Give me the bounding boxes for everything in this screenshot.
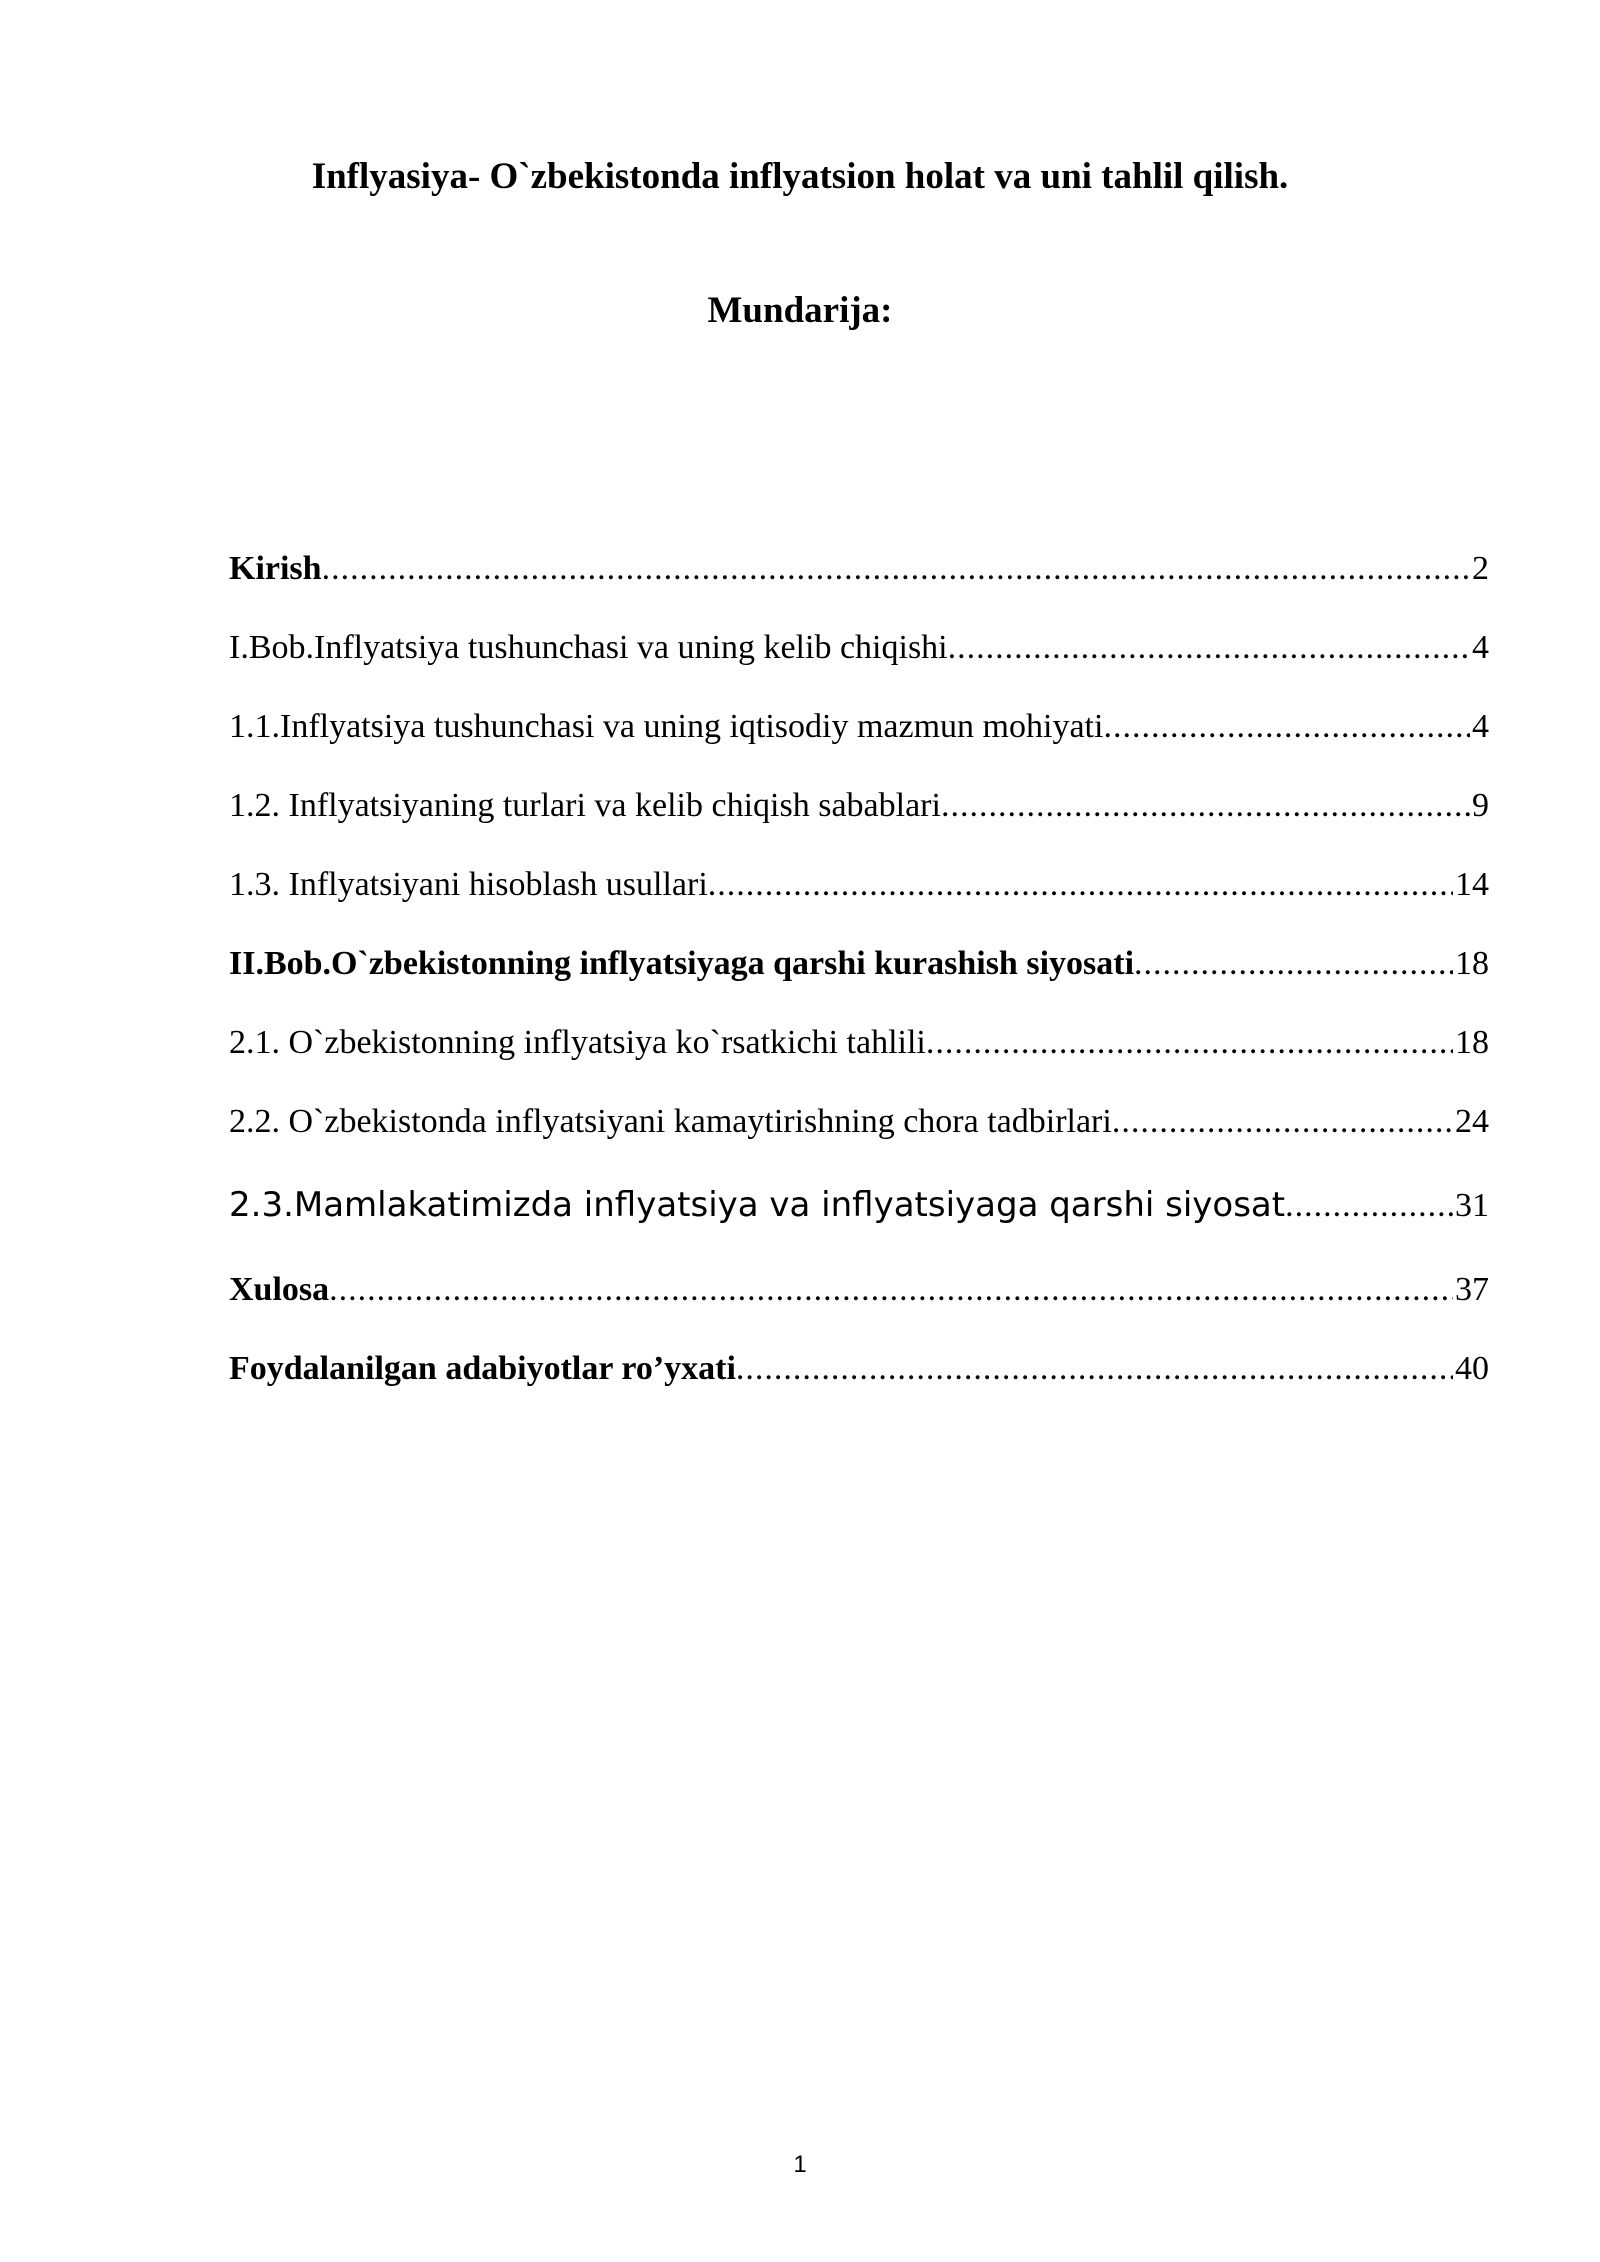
toc-entry-page: 4 (1472, 708, 1489, 745)
toc-entry-page: 24 (1455, 1103, 1489, 1140)
toc-entry-title: 1.3. Inflyatsiyani hisoblash usullari (229, 866, 708, 903)
toc-dot-leader (1112, 1097, 1453, 1147)
toc-entry-section-2-3[interactable] (229, 1180, 1489, 1230)
toc-entry-chapter-1[interactable] (229, 623, 1489, 673)
toc-entry-title: Xulosa (229, 1271, 330, 1308)
toc-entry-chapter-2[interactable] (229, 939, 1489, 989)
page-number: 1 (793, 2151, 807, 2178)
toc-entry-title: II.Bob.O`zbekistonning inflyatsiyaga qarshi kurashish siyosati (229, 945, 1135, 982)
toc-entry-kirish[interactable] (229, 544, 1489, 594)
toc-entry-page: 14 (1455, 866, 1489, 903)
toc-entry-title: 1.2. Inflyatsiyaning turlari va kelib chiqish sabablari (229, 787, 941, 824)
toc-dot-leader (1285, 1181, 1453, 1230)
toc-dot-leader (736, 1344, 1453, 1394)
toc-entry-section-2-2[interactable] (229, 1097, 1489, 1147)
toc-entry-page: 37 (1455, 1271, 1489, 1308)
toc-entry-title: 2.3.Mamlakatimizda inflyatsiya va inflyatsiyaga qarshi siyosat (229, 1185, 1286, 1225)
toc-dot-leader (708, 860, 1453, 910)
toc-entry-page: 31 (1455, 1187, 1489, 1224)
toc-dot-leader (926, 1018, 1453, 1068)
toc-entry-title: 1.1.Inflyatsiya tushunchasi va uning iqtisodiy mazmun mohiyati (229, 708, 1104, 745)
toc-entry-page: 18 (1455, 1024, 1489, 1061)
toc-dot-leader (948, 623, 1470, 673)
toc-entry-title: I.Bob.Inflyatsiya tushunchasi va uning kelib chiqishi (229, 629, 948, 666)
toc-heading: Mundarija: (707, 290, 893, 331)
toc-entry-title: Foydalanilgan adabiyotlar ro’yxati (229, 1350, 736, 1387)
toc-entry-page: 18 (1455, 945, 1489, 982)
toc-entry-section-2-1[interactable] (229, 1018, 1489, 1068)
document-title: Inflyasiya- O`zbekistonda inflyatsion holat va uni tahlil qilish. (311, 156, 1289, 197)
toc-dot-leader (329, 1265, 1453, 1315)
toc-dot-leader (322, 544, 1470, 594)
toc-entry-section-1-3[interactable] (229, 860, 1489, 910)
toc-entry-page: 4 (1472, 629, 1489, 666)
toc-entry-title: 2.1. O`zbekistonning inflyatsiya ko`rsatkichi tahlili (229, 1024, 926, 1061)
toc-entry-xulosa[interactable] (229, 1265, 1489, 1315)
toc-entry-section-1-2[interactable] (229, 781, 1489, 831)
toc-dot-leader (1103, 702, 1470, 752)
toc-entry-title: 2.2. O`zbekistonda inflyatsiyani kamaytirishning chora tadbirlari (229, 1103, 1112, 1140)
toc-entry-page: 40 (1455, 1350, 1489, 1387)
toc-entry-page: 9 (1472, 787, 1489, 824)
toc-entry-page: 2 (1472, 550, 1489, 587)
toc-entry-references[interactable] (229, 1344, 1489, 1394)
toc-dot-leader (1134, 939, 1453, 989)
toc-dot-leader (941, 781, 1470, 831)
toc-entry-section-1-1[interactable] (229, 702, 1489, 752)
toc-entry-title: Kirish (229, 550, 322, 587)
